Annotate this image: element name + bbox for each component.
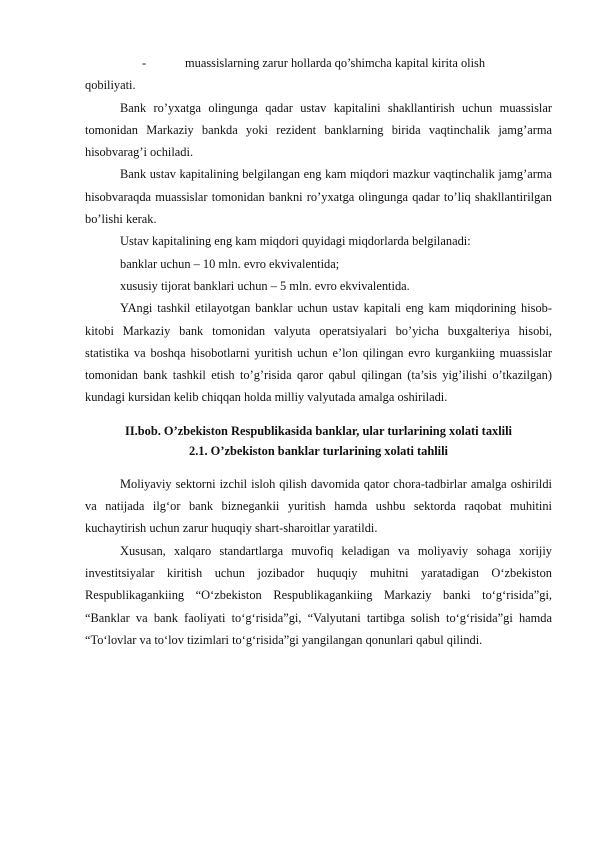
bullet-text: muassislarning zarur hollarda qo’shimcha kapital kirita olish xyxy=(185,56,486,70)
spacer xyxy=(85,461,552,473)
paragraph-min-capital-formed: Bank ustav kapitalining belgilangan eng kam miqdori mazkur vaqtinchalik jamg’arma hisobvaraqda muassislar tomonidan bankni ro’yxatga olingunga qadar to’liq shakllantirilgan bo’lishi kerak. xyxy=(85,167,552,227)
bullet-item xyxy=(85,52,552,74)
paragraph-min-capital-intro: Ustav kapitalining eng kam miqdori quyidagi miqdorlarda belgilanadi: xyxy=(120,234,471,249)
list-item-banks: banklar uchun – 10 mln. evro ekvivalentida; xyxy=(120,256,340,271)
paragraph-calculation: YAngi tashkil etilayotgan banklar uchun ustav kapitali eng kam miqdorining hisob-kitobi Markaziy bank tomonidan valyuta operatsiyalari bo’yicha buxgalteriya hisobi, statistika va boshqa hisobotlarni yuritish uchun e’lon qilingan evro kurgankiing muassislar tomonidan bank tashkil etish to’g’risida qaror qabul qilingan (ta’sis yig’ilishi o’tkazilgan) kundagi kursidan kelib chiqqan holda milliy valyutada amalga oshiriladi. xyxy=(85,301,552,405)
paragraph-temp-account: Bank ro’yxatga olingunga qadar ustav kapitalini shakllantirish uchun muassislar tomonidan Markaziy bankda yoki rezident banklarning birida vaqtinchalik jamg’arma hisobvarag’i ochiladi. xyxy=(85,100,552,160)
chapter-heading: II.bob. O’zbekiston Respublikasida banklar, ular turlarining xolati taxlili xyxy=(125,423,512,438)
section-heading: 2.1. O’zbekiston banklar turlarining xolati tahlili xyxy=(189,443,448,458)
list-item-private-banks: xususiy tijorat banklari uchun – 5 mln. evro ekvivalentida. xyxy=(120,278,410,293)
bullet-mark: - xyxy=(142,56,147,70)
bullet-continuation: qobiliyati. xyxy=(85,78,136,93)
paragraph-reforms: Moliyaviy sektorni izchil isloh qilish davomida qator chora-tadbirlar amalga oshirildi va natijada ilg‘or bank biznegankii yuritish hamda ushbu sektorda raqobat muhitini kuchaytirish uchun zarur huquqiy shart-sharoitlar yaratildi. xyxy=(85,476,552,536)
document-page xyxy=(85,52,552,651)
paragraph-laws: Xususan, xalqaro standartlarga muvofiq keladigan va moliyaviy sohaga xorijiy investitsiyalar kiritish uchun jozibador huquqiy muhitni yaratadigan O‘zbekiston Respublikagankiing “O‘zbekiston Respublikagankiing Markaziy banki to‘g‘risida”gi, “Banklar va bank faoliyati to‘g‘risida”gi, “Valyutani tartibga solish to‘g‘risida”gi hamda “To‘lovlar va to‘lov tizimlari to‘g‘risida”gi yangilangan qonunlari qabul qilindi. xyxy=(85,543,552,647)
spacer xyxy=(85,409,552,421)
